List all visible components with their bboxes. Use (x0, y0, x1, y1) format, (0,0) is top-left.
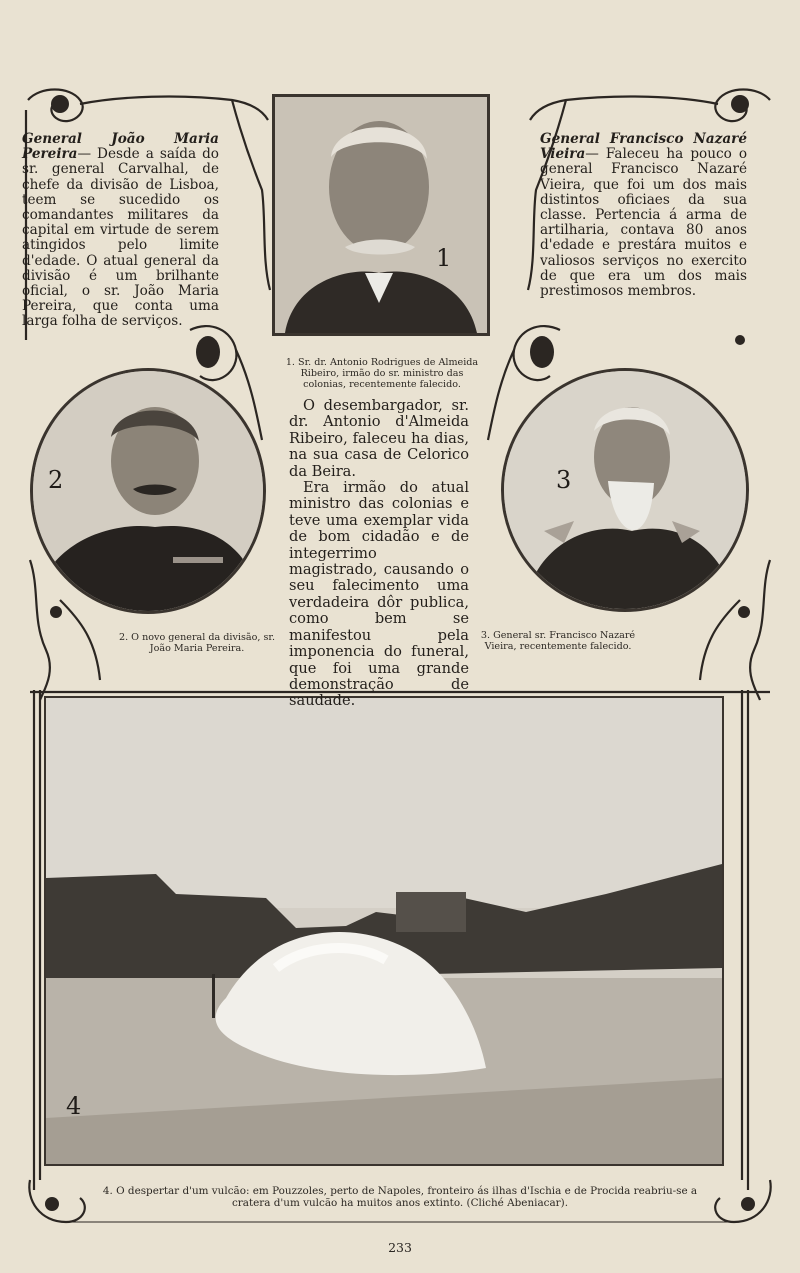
portrait-photo-1 (272, 94, 490, 336)
photo-number-3: 3 (556, 466, 572, 494)
portrait-photo-2 (30, 368, 266, 614)
article-center-paragraph-1: O desembargador, sr. dr. Antonio d'Almeida Ribeiro, faleceu ha dias, na sua casa de Celorico da Beira. (289, 397, 469, 480)
page-number: 233 (388, 1240, 412, 1255)
article-left-text: — Desde a saída do sr. general Carvalhal, de chefe da divisão de Lisboa, teem se sucedido os comandantes militares da capital em virtude de serem atingidos pelo limite d'edade. O atual general da divisão é um brilhante oficial, o sr. João Maria Pereira, que conta uma larga folha de serviços. (22, 146, 219, 330)
article-right-text: — Faleceu ha pouco o general Francisco Nazaré Vieira, que foi um dos mais distintos oficiaes da sua classe. Pertencia á arma de artilharia, contava 80 anos d'edade e prestára muitos e valiosos serviços no exercito de que era um dos mais prestimosos membros. (540, 146, 747, 300)
caption-photo-4: 4. O despertar d'um vulcão: em Pouzzoles, perto de Napoles, fronteiro ás ilhas d'Ischia e de Procida reabriu-se a cratera d'um vulcão ha muitos anos extinto. (Cliché Abeniacar). (102, 1185, 698, 1209)
caption-photo-1: 1. Sr. dr. Antonio Rodrigues de Almeida Ribeiro, irmão do sr. ministro das colonias, recentemente falecido. (285, 357, 479, 390)
portrait-photo-3 (501, 368, 749, 612)
article-center (289, 398, 469, 710)
caption-photo-3: 3. General sr. Francisco Nazaré Vieira, recentemente falecido. (480, 630, 636, 652)
photo-number-4: 4 (66, 1092, 82, 1120)
article-left (22, 132, 219, 330)
article-center-paragraph-2: Era irmão do atual ministro das colonias e teve uma exemplar vida de bom cidadão e de integerrimo magistrado, causando o seu falecimento uma verdadeira dôr publica, como bem se manifestou pela imponencia do funeral, que foi uma grande demonstração de saudade. (289, 479, 469, 710)
article-right (540, 132, 747, 299)
photo-number-2: 2 (48, 466, 64, 494)
volcano-photo (44, 696, 724, 1166)
caption-photo-2: 2. O novo general da divisão, sr. João Maria Pereira. (118, 632, 276, 654)
article-left-heading: General João Maria Pereira (22, 131, 219, 163)
article-right-heading: General Francisco Nazaré Vieira (540, 131, 747, 163)
photo-number-1: 1 (436, 244, 452, 272)
